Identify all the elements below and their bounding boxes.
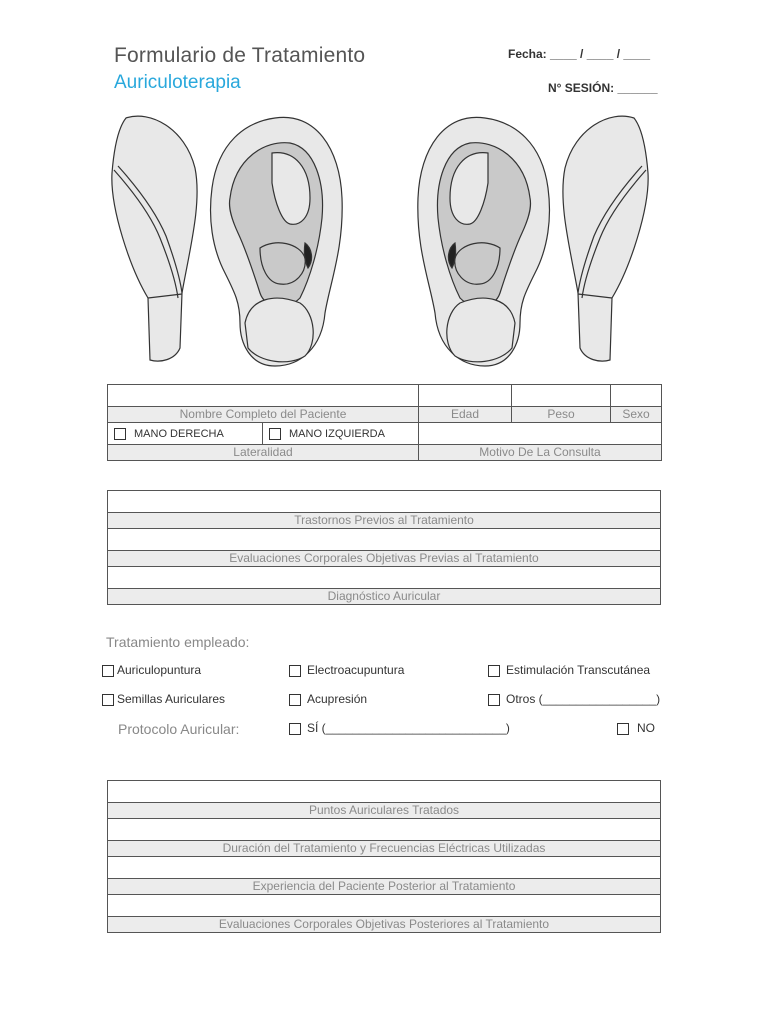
mano-izquierda-text: MANO IZQUIERDA	[289, 427, 385, 440]
motivo-input-cell[interactable]	[419, 423, 662, 445]
diagnostico-label: Diagnóstico Auricular	[108, 589, 661, 605]
post-treatment-table	[107, 780, 661, 933]
evaluaciones-post-label: Evaluaciones Corporales Objetivas Posteriores al Tratamiento	[108, 917, 661, 933]
experiencia-input-cell[interactable]	[108, 857, 661, 879]
option-protocolo-si[interactable]	[289, 721, 510, 735]
tratamiento-title: Tratamiento empleado:	[106, 634, 250, 650]
motivo-label: Motivo De La Consulta	[419, 445, 662, 461]
acupresion-text: Acupresión	[307, 692, 368, 706]
peso-label: Peso	[512, 407, 611, 423]
option-estimulacion[interactable]	[488, 663, 650, 677]
auriculopuntura-checkbox[interactable]	[102, 665, 114, 677]
option-acupresion[interactable]	[289, 692, 367, 706]
mano-derecha-option[interactable]	[108, 423, 263, 445]
sesion-field[interactable]: N° SESIÓN: ______	[548, 81, 658, 95]
estimulacion-text: Estimulación Transcutánea	[506, 663, 651, 677]
otros-text: Otros (_________________)	[506, 692, 661, 706]
peso-input-cell[interactable]	[512, 385, 611, 407]
acupresion-checkbox[interactable]	[289, 694, 301, 706]
option-electroacupuntura[interactable]	[289, 663, 404, 677]
sexo-input-cell[interactable]	[611, 385, 662, 407]
experiencia-label: Experiencia del Paciente Posterior al Tratamiento	[108, 879, 661, 895]
fecha-field[interactable]: Fecha: ____ / ____ / ____	[508, 47, 651, 61]
option-auriculopuntura[interactable]	[102, 663, 201, 677]
semillas-checkbox[interactable]	[102, 694, 114, 706]
electroacupuntura-text: Electroacupuntura	[307, 663, 405, 677]
edad-input-cell[interactable]	[419, 385, 512, 407]
trastornos-input-cell[interactable]	[108, 491, 661, 513]
estimulacion-checkbox[interactable]	[488, 665, 500, 677]
mano-derecha-text: MANO DERECHA	[134, 427, 224, 440]
duracion-label: Duración del Tratamiento y Frecuencias Eléctricas Utilizadas	[108, 841, 661, 857]
puntos-input-cell[interactable]	[108, 781, 661, 803]
pre-treatment-table	[107, 490, 661, 605]
protocolo-no-checkbox[interactable]	[617, 723, 629, 735]
lateralidad-label: Lateralidad	[108, 445, 419, 461]
option-protocolo-no[interactable]	[617, 721, 655, 735]
duracion-input-cell[interactable]	[108, 819, 661, 841]
ear-profile-right-icon	[563, 116, 648, 361]
evaluaciones-post-input-cell[interactable]	[108, 895, 661, 917]
ear-profile-left-icon	[112, 116, 197, 361]
trastornos-label: Trastornos Previos al Tratamiento	[108, 513, 661, 529]
form-title: Formulario de Tratamiento	[114, 44, 366, 67]
protocolo-no-text: NO	[637, 721, 655, 735]
puntos-label: Puntos Auriculares Tratados	[108, 803, 661, 819]
nombre-input-cell[interactable]	[108, 385, 419, 407]
protocolo-si-text: SÍ (___________________________)	[307, 721, 510, 735]
patient-info-table	[107, 384, 662, 461]
ear-front-right-icon	[418, 117, 550, 366]
ear-illustrations	[100, 108, 660, 370]
option-otros[interactable]	[488, 692, 660, 706]
ear-front-left-icon	[211, 117, 343, 366]
semillas-text: Semillas Auriculares	[117, 692, 226, 706]
auriculopuntura-text: Auriculopuntura	[117, 663, 202, 677]
option-semillas[interactable]	[102, 692, 225, 706]
nombre-label: Nombre Completo del Paciente	[108, 407, 419, 423]
evaluaciones-previas-input-cell[interactable]	[108, 529, 661, 551]
protocolo-si-checkbox[interactable]	[289, 723, 301, 735]
otros-checkbox[interactable]	[488, 694, 500, 706]
edad-label: Edad	[419, 407, 512, 423]
mano-derecha-checkbox[interactable]	[114, 428, 126, 440]
mano-izquierda-option[interactable]	[263, 423, 419, 445]
sexo-label: Sexo	[611, 407, 662, 423]
evaluaciones-previas-label: Evaluaciones Corporales Objetivas Previas al Tratamiento	[108, 551, 661, 567]
protocolo-label: Protocolo Auricular:	[118, 721, 240, 737]
diagnostico-input-cell[interactable]	[108, 567, 661, 589]
mano-izquierda-checkbox[interactable]	[269, 428, 281, 440]
electroacupuntura-checkbox[interactable]	[289, 665, 301, 677]
form-subtitle: Auriculoterapia	[114, 72, 241, 93]
